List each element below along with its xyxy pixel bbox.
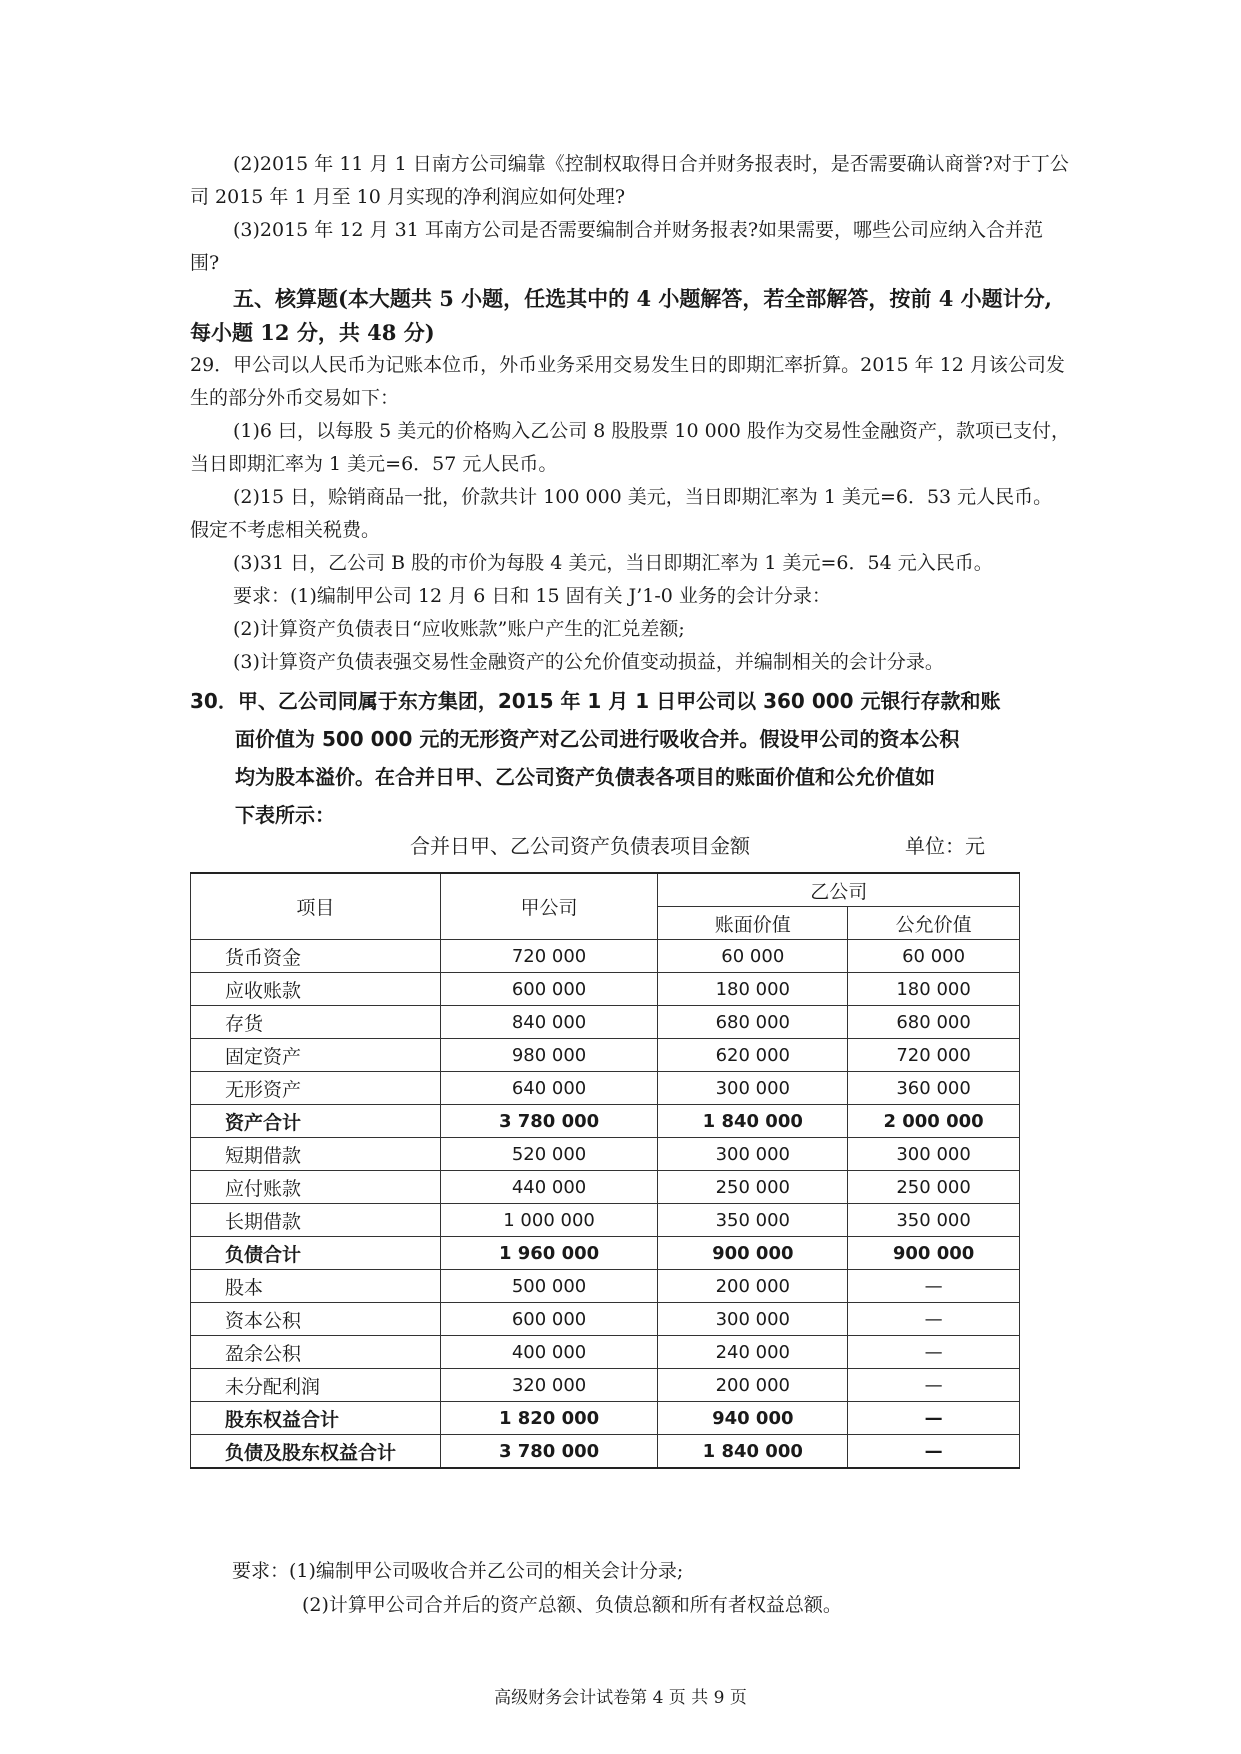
table-row xyxy=(191,1171,1020,1204)
row-fair: 300 000 xyxy=(848,1138,1020,1171)
table-row xyxy=(191,1336,1020,1369)
row-item: 无形资产 xyxy=(191,1072,441,1105)
row-item: 股东权益合计 xyxy=(191,1402,441,1435)
row-jia: 640 000 xyxy=(440,1072,658,1105)
row-jia: 440 000 xyxy=(440,1171,658,1204)
section5-heading: 五、核算题(本大题共 5 小题，任选其中的 4 小题解答，若全部解答，按前 4 小题计分,每小题 12 分，共 48 分) xyxy=(190,286,1052,345)
table-row xyxy=(191,1039,1020,1072)
q29-item-2: (2)15 日，赊销商品一批，价款共计 100 000 美元，当日即期汇率为 1 美元=6．53 元人民币。假定不考虑相关税费。 xyxy=(190,486,1053,541)
row-item: 资本公积 xyxy=(191,1303,441,1336)
section4-question-2: (2)2015 年 11 月 1 日南方公司编靠《控制权取得日合并财务报表时，是否需要确认商誉?对于丁公司 2015 年 1 月至 10 月实现的净利润应如何处理? xyxy=(190,153,1069,208)
row-fair: — xyxy=(848,1435,1020,1469)
row-item: 长期借款 xyxy=(191,1204,441,1237)
row-item: 短期借款 xyxy=(191,1138,441,1171)
row-jia: 1 960 000 xyxy=(440,1237,658,1270)
row-book: 680 000 xyxy=(658,1006,848,1039)
row-item: 货币资金 xyxy=(191,940,441,973)
row-fair: 250 000 xyxy=(848,1171,1020,1204)
table-row xyxy=(191,1006,1020,1039)
row-item: 股本 xyxy=(191,1270,441,1303)
row-item: 负债合计 xyxy=(191,1237,441,1270)
q29-item-3: (3)31 日，乙公司 B 股的市价为每股 4 美元，当日即期汇率为 1 美元=6．54 元入民币。 xyxy=(233,552,993,574)
row-book: 200 000 xyxy=(658,1270,848,1303)
row-item: 资产合计 xyxy=(191,1105,441,1138)
row-fair: 60 000 xyxy=(848,940,1020,973)
row-fair: — xyxy=(848,1402,1020,1435)
row-jia: 980 000 xyxy=(440,1039,658,1072)
row-jia: 600 000 xyxy=(440,1303,658,1336)
q30-line-4: 下表所示： xyxy=(235,803,335,827)
row-book: 300 000 xyxy=(658,1303,848,1336)
row-book: 1 840 000 xyxy=(658,1435,848,1469)
header-item: 项目 xyxy=(191,873,441,940)
row-book: 250 000 xyxy=(658,1171,848,1204)
row-item: 应付账款 xyxy=(191,1171,441,1204)
row-jia: 500 000 xyxy=(440,1270,658,1303)
table-row xyxy=(191,1402,1020,1435)
header-yi: 乙公司 xyxy=(658,873,1020,907)
table-row xyxy=(191,1435,1020,1469)
row-book: 300 000 xyxy=(658,1138,848,1171)
q30-line-3: 均为股本溢价。在合并日甲、乙公司资产负债表各项目的账面价值和公允价值如 xyxy=(235,765,935,789)
row-book: 900 000 xyxy=(658,1237,848,1270)
table-header-row xyxy=(191,873,1020,907)
table-row xyxy=(191,1105,1020,1138)
section4-question-3: (3)2015 年 12 月 31 耳南方公司是否需要编制合并财务报表?如果需要，哪些公司应纳入合并范围? xyxy=(190,219,1044,274)
q30-requirement-1: 要求：(1)编制甲公司吸收合并乙公司的相关会计分录; xyxy=(232,1560,684,1582)
page-footer: 高级财务会计试卷第 4 页 共 9 页 xyxy=(494,1688,747,1708)
row-jia: 400 000 xyxy=(440,1336,658,1369)
row-jia: 520 000 xyxy=(440,1138,658,1171)
q30-line-2: 面价值为 500 000 元的无形资产对乙公司进行吸收合并。假设甲公司的资本公积 xyxy=(235,727,960,751)
row-jia: 320 000 xyxy=(440,1369,658,1402)
table-unit: 单位：元 xyxy=(905,834,985,858)
row-fair: 180 000 xyxy=(848,973,1020,1006)
q29-item-1: (1)6 曰，以每股 5 美元的价格购入乙公司 8 股股票 10 000 股作为交易性金融资产，款项已支付，当日即期汇率为 1 美元=6．57 元人民币。 xyxy=(190,420,1070,475)
row-jia: 600 000 xyxy=(440,973,658,1006)
q29-requirement-3: (3)计算资产负债表强交易性金融资产的公允价值变动损益，并编制相关的会计分录。 xyxy=(233,651,944,673)
row-item: 固定资产 xyxy=(191,1039,441,1072)
q29-requirement-1: 要求：(1)编制甲公司 12 月 6 日和 15 固有关 J’1-0 业务的会计分录： xyxy=(233,585,831,607)
table-row xyxy=(191,1204,1020,1237)
table-row xyxy=(191,1072,1020,1105)
table-row xyxy=(191,940,1020,973)
q30-line-1: 30．甲、乙公司同属于东方集团，2015 年 1 月 1 日甲公司以 360 000 元银行存款和账 xyxy=(190,689,1001,713)
row-item: 盈余公积 xyxy=(191,1336,441,1369)
row-fair: 2 000 000 xyxy=(848,1105,1020,1138)
header-book-value: 账面价值 xyxy=(658,907,848,940)
q30-statement xyxy=(190,682,1050,834)
row-item: 负债及股东权益合计 xyxy=(191,1435,441,1469)
row-fair: — xyxy=(848,1303,1020,1336)
table-row xyxy=(191,1369,1020,1402)
row-book: 60 000 xyxy=(658,940,848,973)
header-jia: 甲公司 xyxy=(440,873,658,940)
row-book: 940 000 xyxy=(658,1402,848,1435)
table-row xyxy=(191,1303,1020,1336)
table-row xyxy=(191,973,1020,1006)
table-row xyxy=(191,1237,1020,1270)
row-fair: — xyxy=(848,1336,1020,1369)
q30-requirement-2: (2)计算甲公司合并后的资产总额、负债总额和所有者权益总额。 xyxy=(302,1594,842,1616)
row-book: 200 000 xyxy=(658,1369,848,1402)
row-jia: 3 780 000 xyxy=(440,1435,658,1469)
row-book: 620 000 xyxy=(658,1039,848,1072)
table-row xyxy=(191,1270,1020,1303)
row-fair: — xyxy=(848,1369,1020,1402)
table-title: 合并日甲、乙公司资产负债表项目金额 xyxy=(410,834,750,858)
row-book: 180 000 xyxy=(658,973,848,1006)
row-book: 1 840 000 xyxy=(658,1105,848,1138)
row-jia: 1 820 000 xyxy=(440,1402,658,1435)
balance-sheet-table xyxy=(190,872,1020,1469)
q29-intro: 29．甲公司以人民币为记账本位币，外币业务采用交易发生日的即期汇率折算。2015 年 12 月该公司发生的部分外币交易如下： xyxy=(190,354,1065,409)
q29-requirement-2: (2)计算资产负债表日“应收账款”账户产生的汇兑差额; xyxy=(233,618,685,640)
row-item: 未分配利润 xyxy=(191,1369,441,1402)
row-fair: 900 000 xyxy=(848,1237,1020,1270)
row-fair: 680 000 xyxy=(848,1006,1020,1039)
row-jia: 720 000 xyxy=(440,940,658,973)
row-item: 存货 xyxy=(191,1006,441,1039)
row-fair: 720 000 xyxy=(848,1039,1020,1072)
row-jia: 840 000 xyxy=(440,1006,658,1039)
row-book: 240 000 xyxy=(658,1336,848,1369)
row-fair: 360 000 xyxy=(848,1072,1020,1105)
row-book: 350 000 xyxy=(658,1204,848,1237)
header-fair-value: 公允价值 xyxy=(848,907,1020,940)
row-fair: — xyxy=(848,1270,1020,1303)
row-fair: 350 000 xyxy=(848,1204,1020,1237)
row-jia: 3 780 000 xyxy=(440,1105,658,1138)
row-book: 300 000 xyxy=(658,1072,848,1105)
row-jia: 1 000 000 xyxy=(440,1204,658,1237)
table-row xyxy=(191,1138,1020,1171)
row-item: 应收账款 xyxy=(191,973,441,1006)
